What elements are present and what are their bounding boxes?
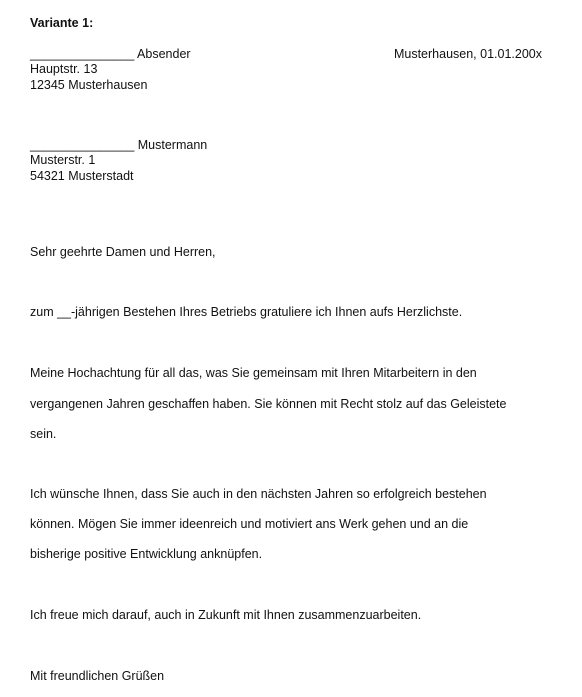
paragraph-1: zum __-jährigen Bestehen Ihres Betriebs gratuliere ich Ihnen aufs Herzlichste. [30,305,463,319]
paragraph-3-line-1: Ich wünsche Ihnen, dass Sie auch in den nächsten Jahren so erfolgreich bestehen [30,487,487,501]
paragraph-3-line-3: bisherige positive Entwicklung anknüpfen. [30,547,263,561]
paragraph-2-line-3: sein. [30,427,57,441]
sender-street: Hauptstr. 13 [30,62,98,76]
salutation: Sehr geehrte Damen und Herren, [30,245,216,259]
closing: Mit freundlichen Grüßen [30,669,165,683]
document-title: Variante 1: [30,16,94,30]
paragraph-2-line-2: vergangenen Jahren geschaffen haben. Sie können mit Recht stolz auf das Geleistete [30,397,507,411]
recipient-name-line: _______________ Mustermann [30,138,208,152]
recipient-city: 54321 Musterstadt [30,169,134,183]
recipient-street: Musterstr. 1 [30,153,96,167]
sender-name-line: _______________ Absender [30,47,191,61]
paragraph-3-line-2: können. Mögen Sie immer ideenreich und motiviert ans Werk gehen und an die [30,517,469,531]
date-line: Musterhausen, 01.01.200x [393,47,542,61]
paragraph-4: Ich freue mich darauf, auch in Zukunft mit Ihnen zusammenzuarbeiten. [30,608,422,622]
sender-city: 12345 Musterhausen [30,78,148,92]
paragraph-2-line-1: Meine Hochachtung für all das, was Sie gemeinsam mit Ihren Mitarbeitern in den [30,366,477,380]
